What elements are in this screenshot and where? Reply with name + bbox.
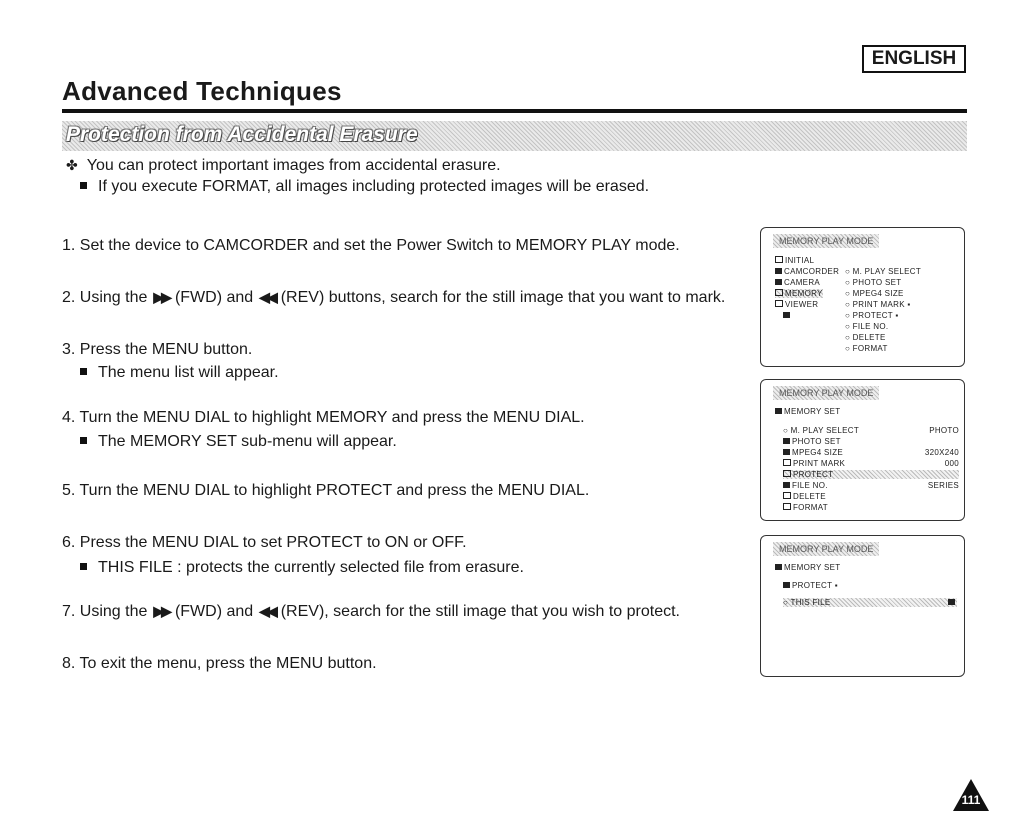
rewind-icon: ◀◀ — [259, 603, 275, 619]
screen-1-right-label: MPEG4 SIZE — [852, 289, 904, 298]
memory-card-icon — [783, 311, 792, 320]
step-5: 5. Turn the MENU DIAL to highlight PROTECT and press the MENU DIAL. — [62, 482, 590, 499]
menu-screen-3 — [760, 535, 965, 677]
screen-2-row-label: PRINT MARK — [793, 459, 846, 468]
screen-2-row-label: FORMAT — [793, 503, 828, 512]
screen-2-row — [783, 481, 959, 490]
screen-2-row-value: PHOTO — [929, 426, 959, 435]
screen-1-right-label: FORMAT — [852, 344, 888, 353]
protect-icon: ▪ — [895, 311, 899, 320]
step-3-note-text: The menu list will appear. — [98, 364, 279, 381]
page-number: 111 — [961, 793, 981, 807]
menu-screen-1 — [760, 227, 965, 367]
intro-text: You can protect important images from accidental erasure. — [86, 157, 501, 174]
step-4-note-text: The MEMORY SET sub-menu will appear. — [98, 433, 397, 450]
screen-1-left-item — [775, 278, 820, 287]
screen-1-left-label: CAMERA — [784, 278, 821, 287]
screen-2-row — [783, 448, 959, 457]
section-header-band — [62, 121, 967, 151]
screen-2-row-label: PHOTO SET — [792, 437, 841, 446]
screen-2-title-text: MEMORY SET — [784, 407, 841, 416]
screen-3-row-highlighted: ○ THIS FILE — [783, 598, 957, 607]
screen-1-header: MEMORY PLAY MODE — [773, 234, 879, 248]
screen-2-row — [783, 437, 841, 446]
screen-1-right-item: ○ FILE NO. — [845, 322, 889, 331]
screen-2-row-highlighted — [783, 470, 959, 479]
screen-3-row — [783, 581, 838, 590]
screen-2-row-value: SERIES — [927, 481, 959, 490]
step-2-part-b: (FWD) and — [174, 289, 254, 306]
fast-forward-icon: ▶▶ — [153, 603, 169, 619]
screen-1-right-item: ○ DELETE — [845, 333, 886, 342]
screen-1-left-label: INITIAL — [785, 256, 815, 265]
page-title: Advanced Techniques — [62, 76, 342, 106]
memory-card-icon — [948, 599, 955, 605]
step-4: 4. Turn the MENU DIAL to highlight MEMORY and press the MENU DIAL. — [62, 409, 585, 426]
intro-line — [66, 157, 501, 175]
screen-2-row-value: 320X240 — [924, 448, 959, 457]
step-2-part-c: (REV) buttons, search for the still image that you want to mark. — [280, 289, 726, 306]
step-7-part-b: (FWD) and — [174, 603, 254, 620]
page-number-badge — [952, 778, 990, 812]
square-bullet-icon — [80, 368, 87, 375]
screen-1-right-item: ○ PROTECT ▪ — [845, 311, 899, 320]
menu-screen-2 — [760, 379, 965, 521]
screen-1-right-label: M. PLAY SELECT — [852, 267, 922, 276]
step-7 — [62, 603, 680, 621]
screen-2-row-value: 000 — [944, 459, 959, 468]
screen-2-row-label: MPEG4 SIZE — [792, 448, 844, 457]
screen-3-header: MEMORY PLAY MODE — [773, 542, 879, 556]
screen-3-title — [775, 563, 841, 572]
rewind-icon: ◀◀ — [259, 289, 275, 305]
square-bullet-icon — [80, 563, 87, 570]
square-bullet-icon — [80, 437, 87, 444]
screen-1-left-item — [775, 300, 818, 309]
screen-3-row-label: PROTECT — [792, 581, 833, 590]
screen-2-row-label: FILE NO. — [792, 481, 828, 490]
screen-1-left-item — [775, 289, 823, 298]
step-6-note — [80, 559, 524, 577]
screen-1-right-label: PROTECT — [852, 311, 893, 320]
screen-1-right-item: ○ M. PLAY SELECT — [845, 267, 922, 276]
screen-1-left-label: CAMCORDER — [784, 267, 840, 276]
screen-3-title-text: MEMORY SET — [784, 563, 841, 572]
step-2 — [62, 289, 725, 307]
step-6: 6. Press the MENU DIAL to set PROTECT to ON or OFF. — [62, 534, 467, 551]
step-1: 1. Set the device to CAMCORDER and set the Power Switch to MEMORY PLAY mode. — [62, 237, 680, 254]
title-rule — [62, 109, 967, 113]
screen-2-row-label: M. PLAY SELECT — [790, 426, 860, 435]
screen-3-row-label: THIS FILE — [790, 598, 831, 607]
step-2-part-a: 2. Using the — [62, 289, 148, 306]
step-6-note-text: THIS FILE : protects the currently selected file from erasure. — [98, 559, 524, 576]
screen-1-right-label: FILE NO. — [852, 322, 889, 331]
screen-2-row — [783, 459, 959, 468]
step-8: 8. To exit the menu, press the MENU button. — [62, 655, 377, 672]
language-label: ENGLISH — [862, 45, 966, 73]
step-3-note — [80, 364, 279, 382]
screen-2-row — [783, 492, 826, 501]
screen-1-left-item — [775, 256, 814, 265]
screen-2-row — [783, 503, 828, 512]
screen-1-right-item: ○ MPEG4 SIZE — [845, 289, 904, 298]
note-text: If you execute FORMAT, all images including protected images will be erased. — [98, 178, 650, 195]
step-3: 3. Press the MENU button. — [62, 341, 253, 358]
screen-1-right-label: PRINT MARK — [852, 300, 905, 309]
step-7-part-c: (REV), search for the still image that you wish to protect. — [280, 603, 680, 620]
screen-2-title — [775, 407, 841, 416]
note-line — [80, 178, 649, 196]
screen-1-right-item: ○ PHOTO SET — [845, 278, 902, 287]
screen-1-left-label: MEMORY — [785, 289, 823, 298]
square-bullet-icon — [80, 182, 87, 189]
print-mark-icon: ▪ — [907, 300, 911, 309]
step-4-note — [80, 433, 397, 451]
section-title: Protection from Accidental Erasure — [66, 123, 418, 146]
screen-2-row-label: PROTECT — [793, 470, 834, 479]
screen-1-right-label: PHOTO SET — [852, 278, 902, 287]
screen-2-row-label: DELETE — [793, 492, 826, 501]
screen-1-left-item — [775, 267, 839, 276]
step-7-part-a: 7. Using the — [62, 603, 148, 620]
fast-forward-icon: ▶▶ — [153, 289, 169, 305]
screen-1-left-label: VIEWER — [785, 300, 819, 309]
screen-2-header: MEMORY PLAY MODE — [773, 386, 879, 400]
screen-1-right-label: DELETE — [852, 333, 886, 342]
diamond-bullet-icon: ✤ — [66, 157, 78, 173]
screen-1-right-item: ○ PRINT MARK ▪ — [845, 300, 911, 309]
protect-icon: ▪ — [834, 581, 838, 590]
screen-2-row: ○ M. PLAY SELECT PHOTO — [783, 426, 959, 435]
screen-1-right-item: ○ FORMAT — [845, 344, 888, 353]
